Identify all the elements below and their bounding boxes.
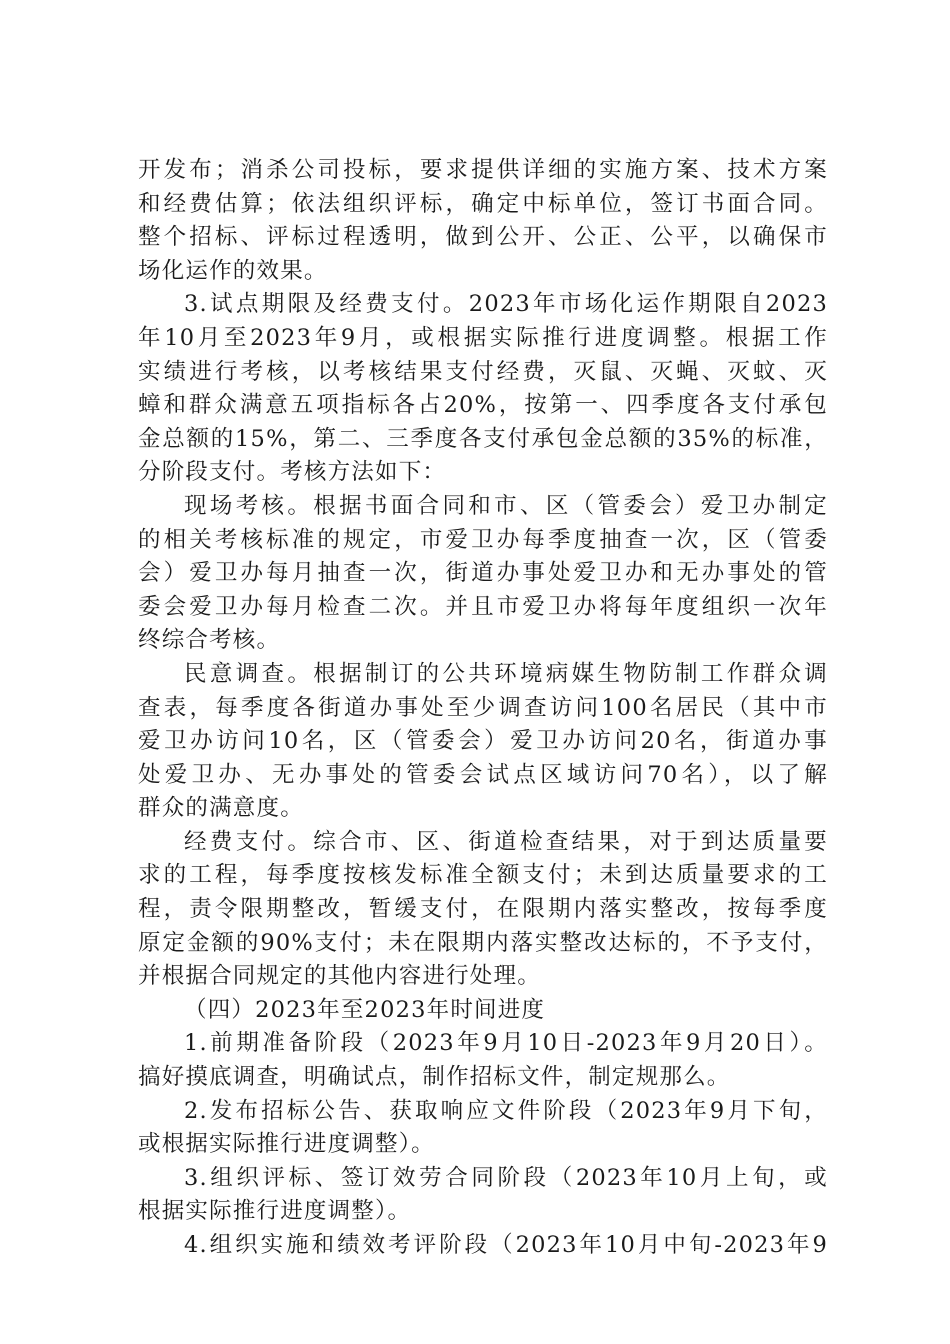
text-line: 4.组织实施和绩效考评阶段（2023年10月中旬-2023年9: [184, 1232, 828, 1258]
text-line: 整个招标、评标过程透明，做到公开、公正、公平，以确保市: [138, 224, 828, 251]
text-line: 程，责令限期整改，暂缓支付，在限期内落实整改，按每季度: [138, 896, 828, 923]
text-line: 委会爱卫办每月检查二次。并且市爱卫办将每年度组织一次年: [138, 593, 828, 620]
text-line: 民意调查。根据制订的公共环境病媒生物防制工作群众调: [184, 660, 828, 687]
text-line: （四）2023年至2023年时间进度: [184, 996, 546, 1023]
text-line: 2.发布招标公告、获取响应文件阶段（2023年9月下旬，: [184, 1097, 828, 1124]
text-line: 1.前期准备阶段（2023年9月10日-2023年9月20日）。: [184, 1030, 828, 1057]
text-line: 年10月至2023年9月，或根据实际推行进度调整。根据工作: [138, 324, 828, 351]
text-line: 会）爱卫办每月抽查一次，街道办事处爱卫办和无办事处的管: [138, 560, 828, 587]
text-line: 并根据合同规定的其他内容进行处理。: [138, 963, 541, 990]
text-line: 终综合考核。: [138, 627, 281, 654]
text-line: 现场考核。根据书面合同和市、区（管委会）爱卫办制定: [184, 492, 828, 519]
text-line: 实绩进行考核，以考核结果支付经费，灭鼠、灭蝇、灭蚊、灭: [138, 358, 828, 385]
text-line: 查表，每季度各街道办事处至少调查访问100名居民（其中市: [138, 694, 828, 721]
text-line: 或根据实际推行进度调整）。: [138, 1131, 435, 1158]
text-line: 3.组织评标、签订效劳合同阶段（2023年10月上旬，或: [184, 1164, 828, 1191]
text-line: 蟑和群众满意五项指标各占20%，按第一、四季度各支付承包: [138, 392, 828, 419]
text-line: 3.试点期限及经费支付。2023年市场化运作期限自2023: [184, 291, 828, 318]
text-line: 搞好摸底调查，明确试点，制作招标文件，制定规那么。: [138, 1064, 731, 1091]
text-line: 根据实际推行进度调整）。: [138, 1198, 412, 1225]
text-line: 爱卫办访问10名，区（管委会）爱卫办访问20名，街道办事: [138, 728, 828, 755]
text-line: 分阶段支付。考核方法如下：: [138, 459, 447, 486]
text-line: 求的工程，每季度按核发标准全额支付；未到达质量要求的工: [138, 862, 828, 889]
text-line: 金总额的15%，第二、三季度各支付承包金总额的35%的标准，: [138, 425, 828, 452]
text-line: 和经费估算；依法组织评标，确定中标单位，签订书面合同。: [138, 190, 828, 217]
text-line: 经费支付。综合市、区、街道检查结果，对于到达质量要: [184, 828, 828, 855]
text-line: 场化运作的效果。: [138, 257, 328, 284]
text-line: 开发布；消杀公司投标，要求提供详细的实施方案、技术方案: [138, 157, 828, 183]
text-line: 原定金额的90%支付；未在限期内落实整改达标的，不予支付，: [138, 929, 828, 956]
document-body: [138, 154, 828, 1263]
text-line: 的相关考核标准的规定，市爱卫办每季度抽查一次，区（管委: [138, 526, 828, 553]
text-line: 群众的满意度。: [138, 795, 304, 822]
text-line: 处爱卫办、无办事处的管委会试点区域访问70名），以了解: [138, 761, 828, 788]
